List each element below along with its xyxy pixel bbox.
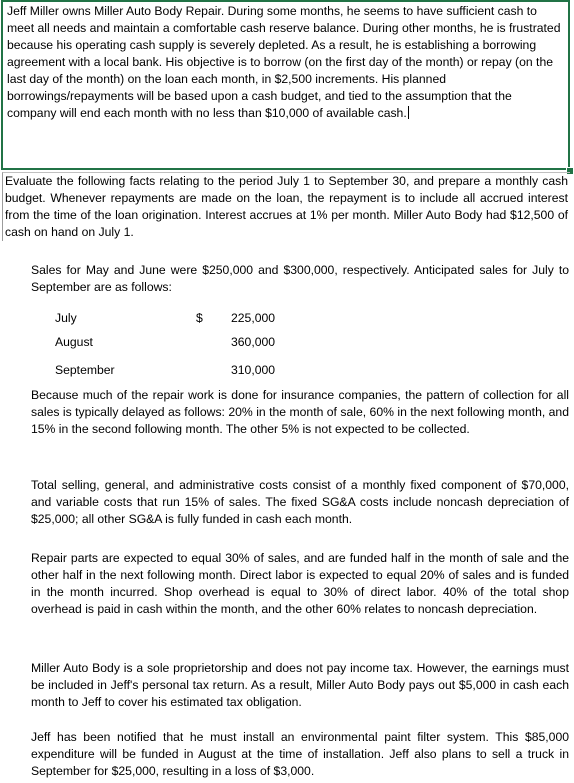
selected-intro-cell[interactable]	[1, 0, 570, 170]
tax-paragraph: Miller Auto Body is a sole proprietorship and does not pay income tax. However, the earnings must be included in Jeff's personal tax return. As a result, Miller Auto Body pays out $5,000 in cash each month to Jeff to cover his estimated tax obligation.	[31, 661, 569, 709]
sales-intro-paragraph: Sales for May and June were $250,000 and $300,000, respectively. Anticipated sales for July to September are as follows:	[31, 263, 569, 294]
sales-amount: 225,000	[231, 311, 276, 325]
text-cursor	[408, 106, 409, 119]
sales-month: July	[55, 311, 77, 325]
currency-symbol: $	[196, 311, 203, 325]
sales-month: August	[55, 335, 93, 349]
sales-amount: 360,000	[231, 335, 276, 349]
sales-row	[55, 335, 295, 352]
environmental-paragraph: Jeff has been notified that he must install an environmental paint filter system. This $85,000 expenditure will be funded in August at the time of installation. Jeff also plans to sell a truck in September for $25,000, resulting in a loss of $3,000.	[31, 730, 569, 778]
evaluate-paragraph: Evaluate the following facts relating to the period July 1 to September 30, and prepare a monthly cash budget. Whenever repayments are made on the loan, the repayment is to include all accrued interest from the time of the loan origination. Interest accrues at 1% per month. Miller Auto Body had $12,500 of cash on hand on July 1.	[2, 172, 570, 241]
sales-amount: 310,000	[231, 363, 276, 377]
sales-row	[55, 363, 295, 380]
intro-paragraph: Jeff Miller owns Miller Auto Body Repair. During some months, he seems to have sufficient cash to meet all needs and maintain a comfortable cash reserve balance. During other months, he is frustrated because his operating cash supply is severely depleted. As a result, he is establishing a borrowing agreement with a local bank. His objective is to borrow (on the first day of the month) or repay (on the last day of the month) on the loan each month, in $2,500 increments. His planned borrowings/repayments will be based upon a cash budget, and tied to the assumption that the company will end each month with no less than $10,000 of available cash.	[7, 4, 561, 120]
collection-paragraph: Because much of the repair work is done for insurance companies, the pattern of collection for all sales is typically delayed as follows: 20% in the month of sale, 60% in the next following month, and 15% in the second following month. The other 5% is not expected to be collected.	[31, 388, 569, 436]
repair-parts-paragraph: Repair parts are expected to equal 30% of sales, and are funded half in the month of sale and the other half in the next following month. Direct labor is expected to equal 20% of sales and is funded in the month incurred. Shop overhead is equal to 30% of direct labor. 40% of the total shop overhead is paid in cash within the month, and the other 60% relates to noncash depreciation.	[31, 551, 569, 616]
sga-paragraph: Total selling, general, and administrative costs consist of a monthly fixed component of $70,000, and variable costs that run 15% of sales. The fixed SG&A costs include noncash depreciation of $25,000; all other SG&A is fully funded in cash each month.	[31, 478, 569, 526]
sales-month: September	[55, 363, 115, 377]
sales-row	[55, 311, 295, 328]
